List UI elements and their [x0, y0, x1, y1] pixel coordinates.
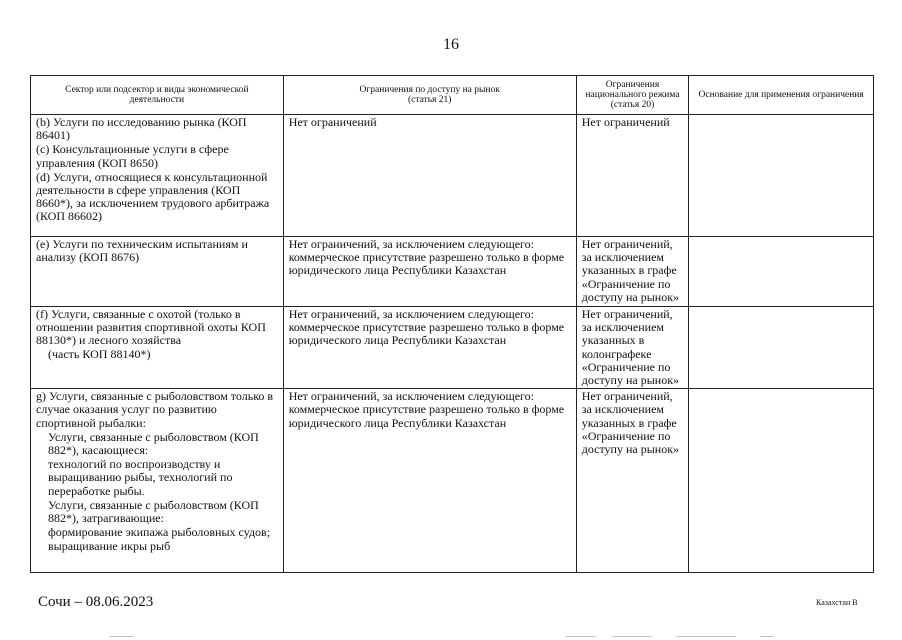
- sector-item: выращивание икры рыб: [48, 539, 171, 554]
- page-number: 16: [443, 36, 459, 53]
- national-treatment-cell: Нет ограничений, за исключением указанных в колонграфеке «Ограничение по доступу на рынок»: [576, 307, 689, 389]
- table-row: [31, 115, 874, 237]
- sector-item: Услуги, связанные с рыболовством (КОП 882*), касающиеся:: [48, 429, 259, 458]
- national-treatment-cell: Нет ограничений: [576, 115, 689, 237]
- scan-artifact: [760, 636, 774, 637]
- national-treatment-cell: Нет ограничений, за исключением указанных в графе «Ограничение по доступу на рынок»: [576, 237, 689, 307]
- header-market-access: [283, 76, 576, 115]
- header-market-access-article: (статья 21): [407, 95, 452, 105]
- sector-item: g) Услуги, связанные с рыболовством только в случае оказания услуг по развитию спортивной рыбалки:: [36, 389, 274, 430]
- scan-artifact: [676, 636, 736, 637]
- scan-artifact: [110, 636, 134, 637]
- national-treatment-cell: Нет ограничений, за исключением указанных в графе «Ограничение по доступу на рынок»: [576, 389, 689, 573]
- footer-place-date: Сочи – 08.06.2023: [38, 594, 154, 610]
- scan-artifact: [566, 636, 596, 637]
- sector-item: (f) Услуги, связанные с охотой (только в отношении развития спортивной охоты КОП 88130*) и лесного хозяйства: [36, 307, 266, 348]
- restrictions-table: [30, 75, 874, 573]
- sector-item: (d) Услуги, относящиеся к консультационной деятельности в сфере управления (КОП 8660*), за исключением трудового арбитража (КОП 86602): [36, 169, 270, 224]
- header-market-access-title: Ограничения по доступу на рынок: [359, 85, 500, 95]
- scan-artifact: [612, 636, 652, 637]
- market-access-cell: Нет ограничений: [283, 115, 576, 237]
- sector-cell: [31, 115, 284, 237]
- market-access-cell: Нет ограничений, за исключением следующего: коммерческое присутствие разрешено только в форме юридического лица Республики Казахстан: [283, 307, 576, 389]
- market-access-cell: Нет ограничений, за исключением следующего: коммерческое присутствие разрешено только в форме юридического лица Республики Казахстан: [283, 389, 576, 573]
- header-basis: Основание для применения ограничения: [689, 76, 874, 115]
- table-row: [31, 389, 874, 573]
- basis-cell: [689, 237, 874, 307]
- sector-cell: [31, 307, 284, 389]
- basis-cell: [689, 389, 874, 573]
- basis-cell: [689, 307, 874, 389]
- header-national-treatment: [576, 76, 689, 115]
- sector-cell: [31, 237, 284, 307]
- footer-country-code: Казахстан В: [816, 598, 858, 607]
- basis-cell: [689, 115, 874, 237]
- table-header-row: [31, 76, 874, 115]
- header-sector: Сектор или подсектор и виды экономической деятельности: [31, 76, 284, 115]
- sector-item: (e) Услуги по техническим испытаниям и анализу (КОП 8676): [36, 237, 248, 265]
- market-access-cell: Нет ограничений, за исключением следующего: коммерческое присутствие разрешено только в форме юридического лица Республики Казахстан: [283, 237, 576, 307]
- table-row: [31, 237, 874, 307]
- header-national-treatment-line1: Ограничения: [605, 80, 660, 90]
- sector-item: (c) Консультационные услуги в сфере управления (КОП 8650): [36, 142, 229, 170]
- table-row: [31, 307, 874, 389]
- sector-item: (часть КОП 88140*): [48, 346, 151, 361]
- sector-item: Услуги, связанные с рыболовством (КОП 882*), затрагивающие:: [48, 497, 259, 526]
- sector-item: (b) Услуги по исследованию рынка (КОП 86401): [36, 115, 247, 143]
- header-national-treatment-line3: (статья 20): [610, 100, 655, 110]
- sector-item: формирование экипажа рыболовных судов;: [48, 525, 271, 540]
- header-national-treatment-line2: национального режима: [585, 90, 680, 100]
- sector-cell: [31, 389, 284, 573]
- sector-item: технологий по воспроизводству и выращиванию рыбы, технологий по переработке рыбы.: [48, 457, 233, 498]
